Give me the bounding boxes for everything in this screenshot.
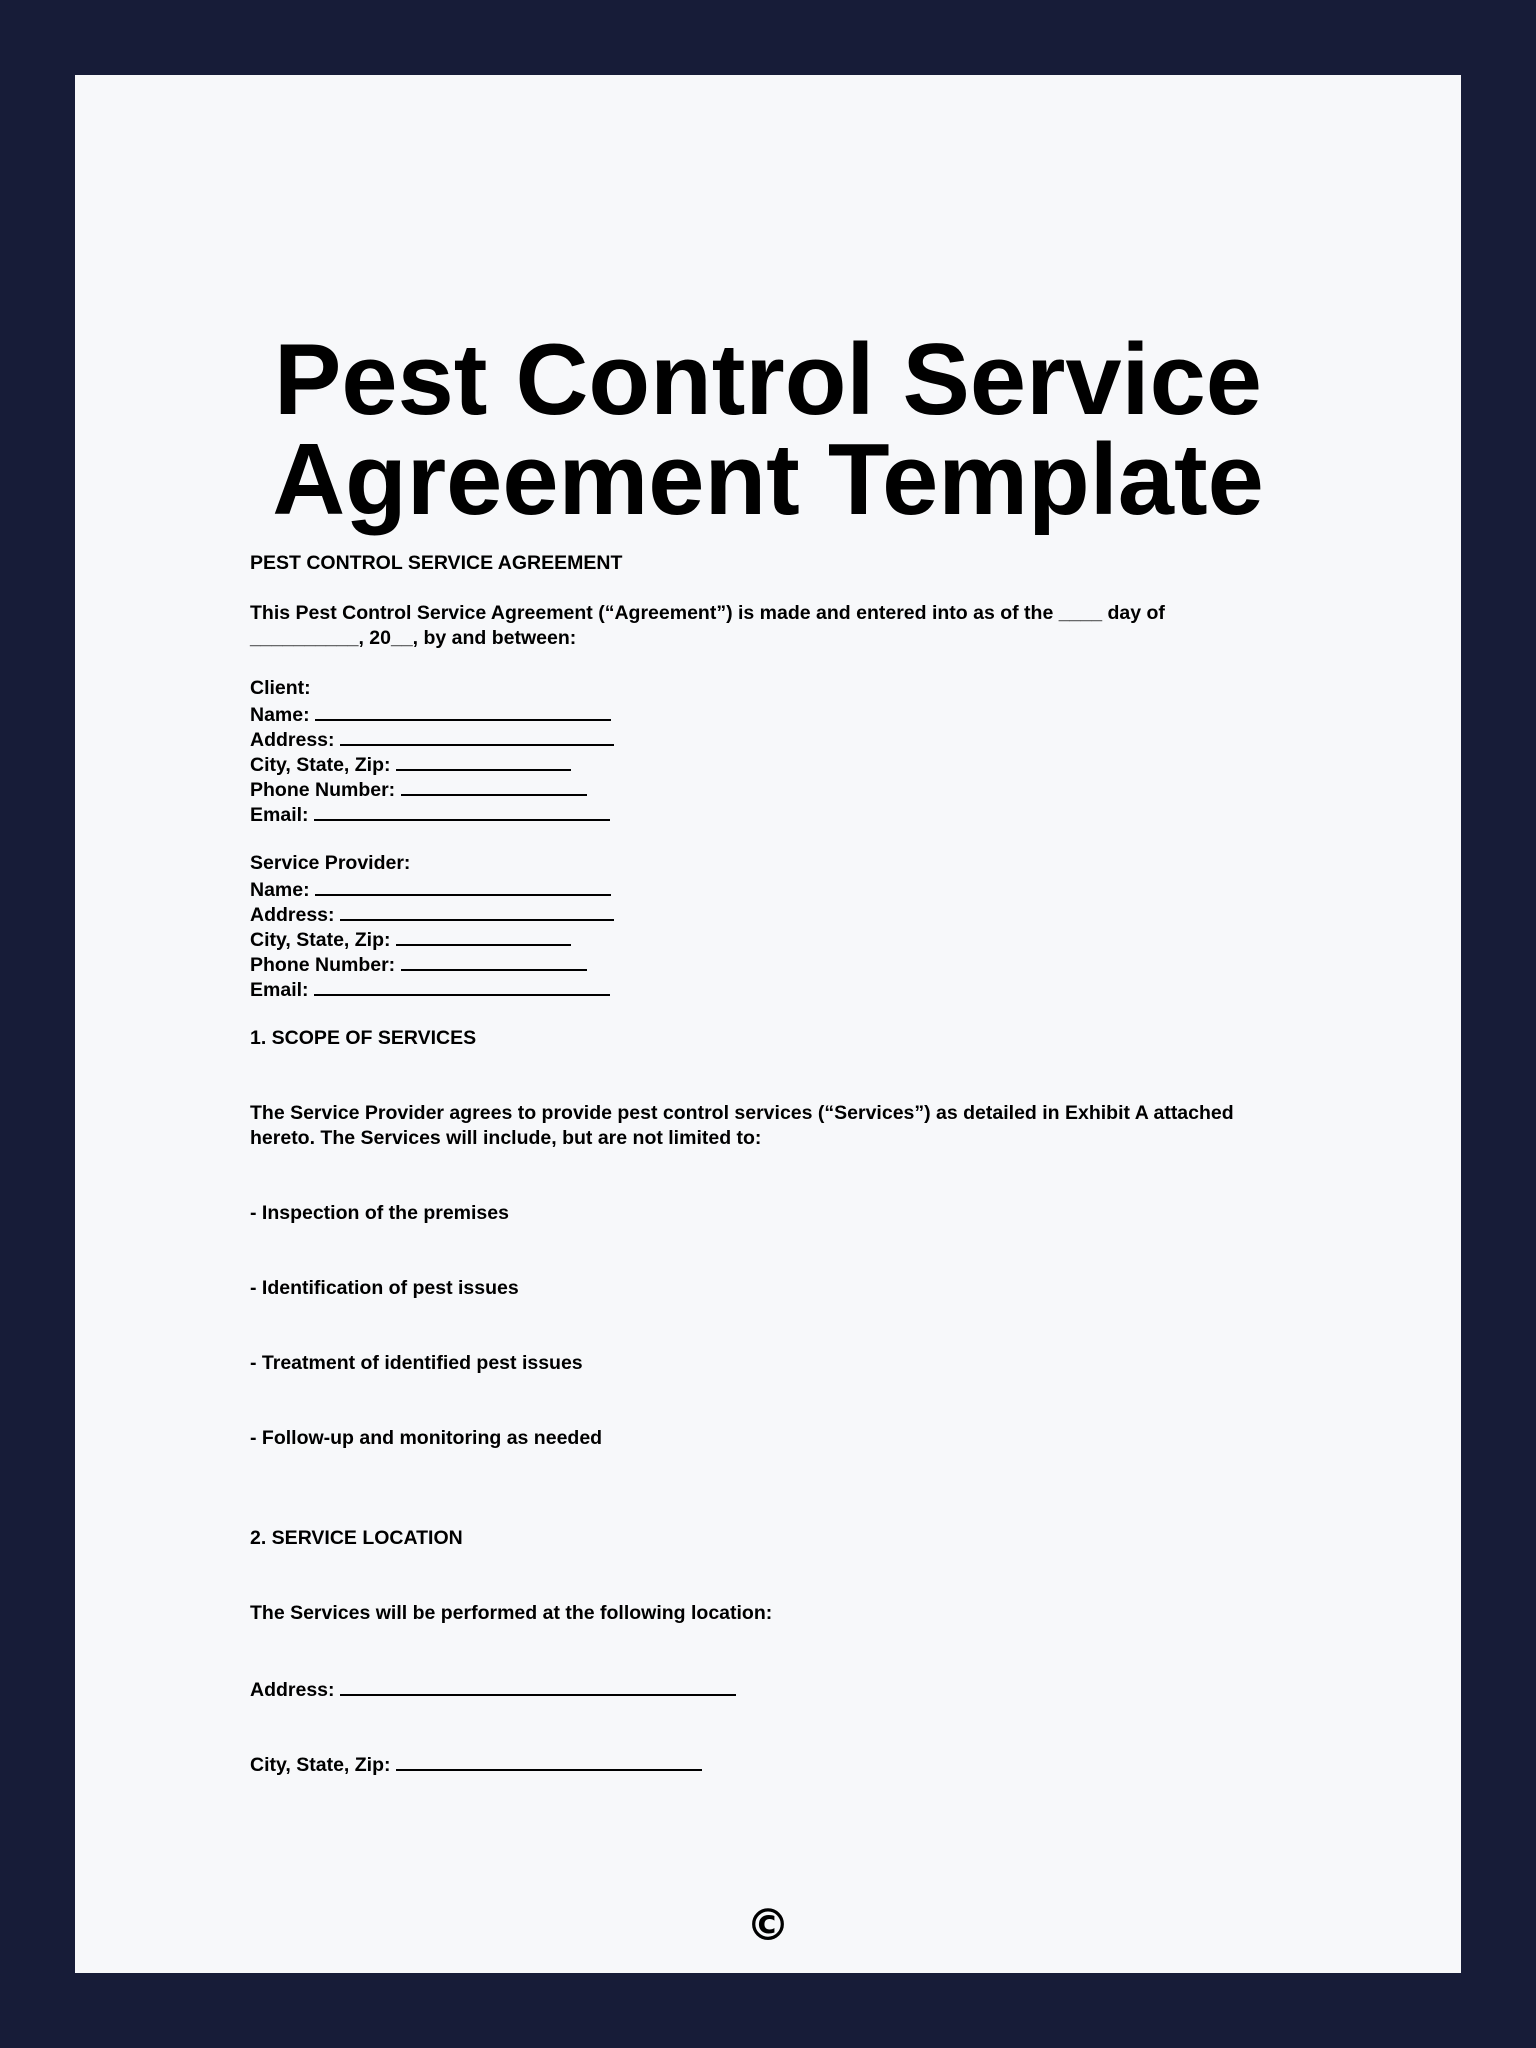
provider-address-field[interactable]: [250, 901, 614, 928]
location-city-blank[interactable]: [396, 1751, 702, 1771]
service-item: - Follow-up and monitoring as needed: [250, 1427, 603, 1449]
provider-phone-blank[interactable]: [401, 951, 587, 971]
client-email-blank[interactable]: [314, 801, 610, 821]
section-2-para: The Services will be performed at the following location:: [250, 1602, 773, 1624]
location-address-label: Address:: [250, 1679, 335, 1701]
client-phone-label: Phone Number:: [250, 779, 396, 801]
provider-name-field[interactable]: [250, 876, 611, 903]
provider-email-blank[interactable]: [314, 976, 610, 996]
client-address-field[interactable]: [250, 726, 614, 753]
title-line-2: Agreement Template: [272, 424, 1264, 536]
client-city-field[interactable]: [250, 751, 571, 778]
section-2-heading: 2. SERVICE LOCATION: [250, 1527, 463, 1549]
intro-line-2: __________, 20__, by and between:: [250, 627, 577, 649]
provider-name-label: Name:: [250, 879, 310, 901]
location-address-field[interactable]: [250, 1676, 736, 1703]
provider-email-label: Email:: [250, 979, 309, 1001]
provider-name-blank[interactable]: [315, 876, 611, 896]
document-title: [75, 324, 1461, 536]
section-1-heading: 1. SCOPE OF SERVICES: [250, 1027, 477, 1049]
copyright-icon: ©: [746, 1900, 790, 1951]
provider-phone-field[interactable]: [250, 951, 587, 978]
location-address-blank[interactable]: [340, 1676, 736, 1696]
section-1-para-line-2: hereto. The Services will include, but are not limited to:: [250, 1127, 762, 1149]
document-page: [75, 75, 1461, 1973]
provider-city-field[interactable]: [250, 926, 571, 953]
client-phone-blank[interactable]: [401, 776, 587, 796]
client-phone-field[interactable]: [250, 776, 587, 803]
client-email-field[interactable]: [250, 801, 610, 828]
provider-city-blank[interactable]: [396, 926, 571, 946]
provider-address-label: Address:: [250, 904, 335, 926]
provider-email-field[interactable]: [250, 976, 610, 1003]
provider-heading: Service Provider:: [250, 852, 411, 874]
client-city-label: City, State, Zip:: [250, 754, 391, 776]
provider-city-label: City, State, Zip:: [250, 929, 391, 951]
provider-address-blank[interactable]: [340, 901, 614, 921]
service-item: - Identification of pest issues: [250, 1277, 519, 1299]
intro-line-1: This Pest Control Service Agreement (“Agreement”) is made and entered into as of the ____ day of: [250, 602, 1165, 624]
location-city-label: City, State, Zip:: [250, 1754, 391, 1776]
client-city-blank[interactable]: [396, 751, 571, 771]
section-1-para-line-1: The Service Provider agrees to provide pest control services (“Services”) as detailed in Exhibit A attached: [250, 1102, 1234, 1124]
client-name-field[interactable]: [250, 701, 611, 728]
provider-phone-label: Phone Number:: [250, 954, 396, 976]
location-city-field[interactable]: [250, 1751, 702, 1778]
agreement-heading: PEST CONTROL SERVICE AGREEMENT: [250, 552, 623, 574]
client-address-label: Address:: [250, 729, 335, 751]
client-address-blank[interactable]: [340, 726, 614, 746]
service-item: - Treatment of identified pest issues: [250, 1352, 583, 1374]
service-item: - Inspection of the premises: [250, 1202, 509, 1224]
title-line-1: Pest Control Service: [274, 324, 1262, 436]
client-name-label: Name:: [250, 704, 310, 726]
client-name-blank[interactable]: [315, 701, 611, 721]
client-email-label: Email:: [250, 804, 309, 826]
client-heading: Client:: [250, 677, 311, 699]
